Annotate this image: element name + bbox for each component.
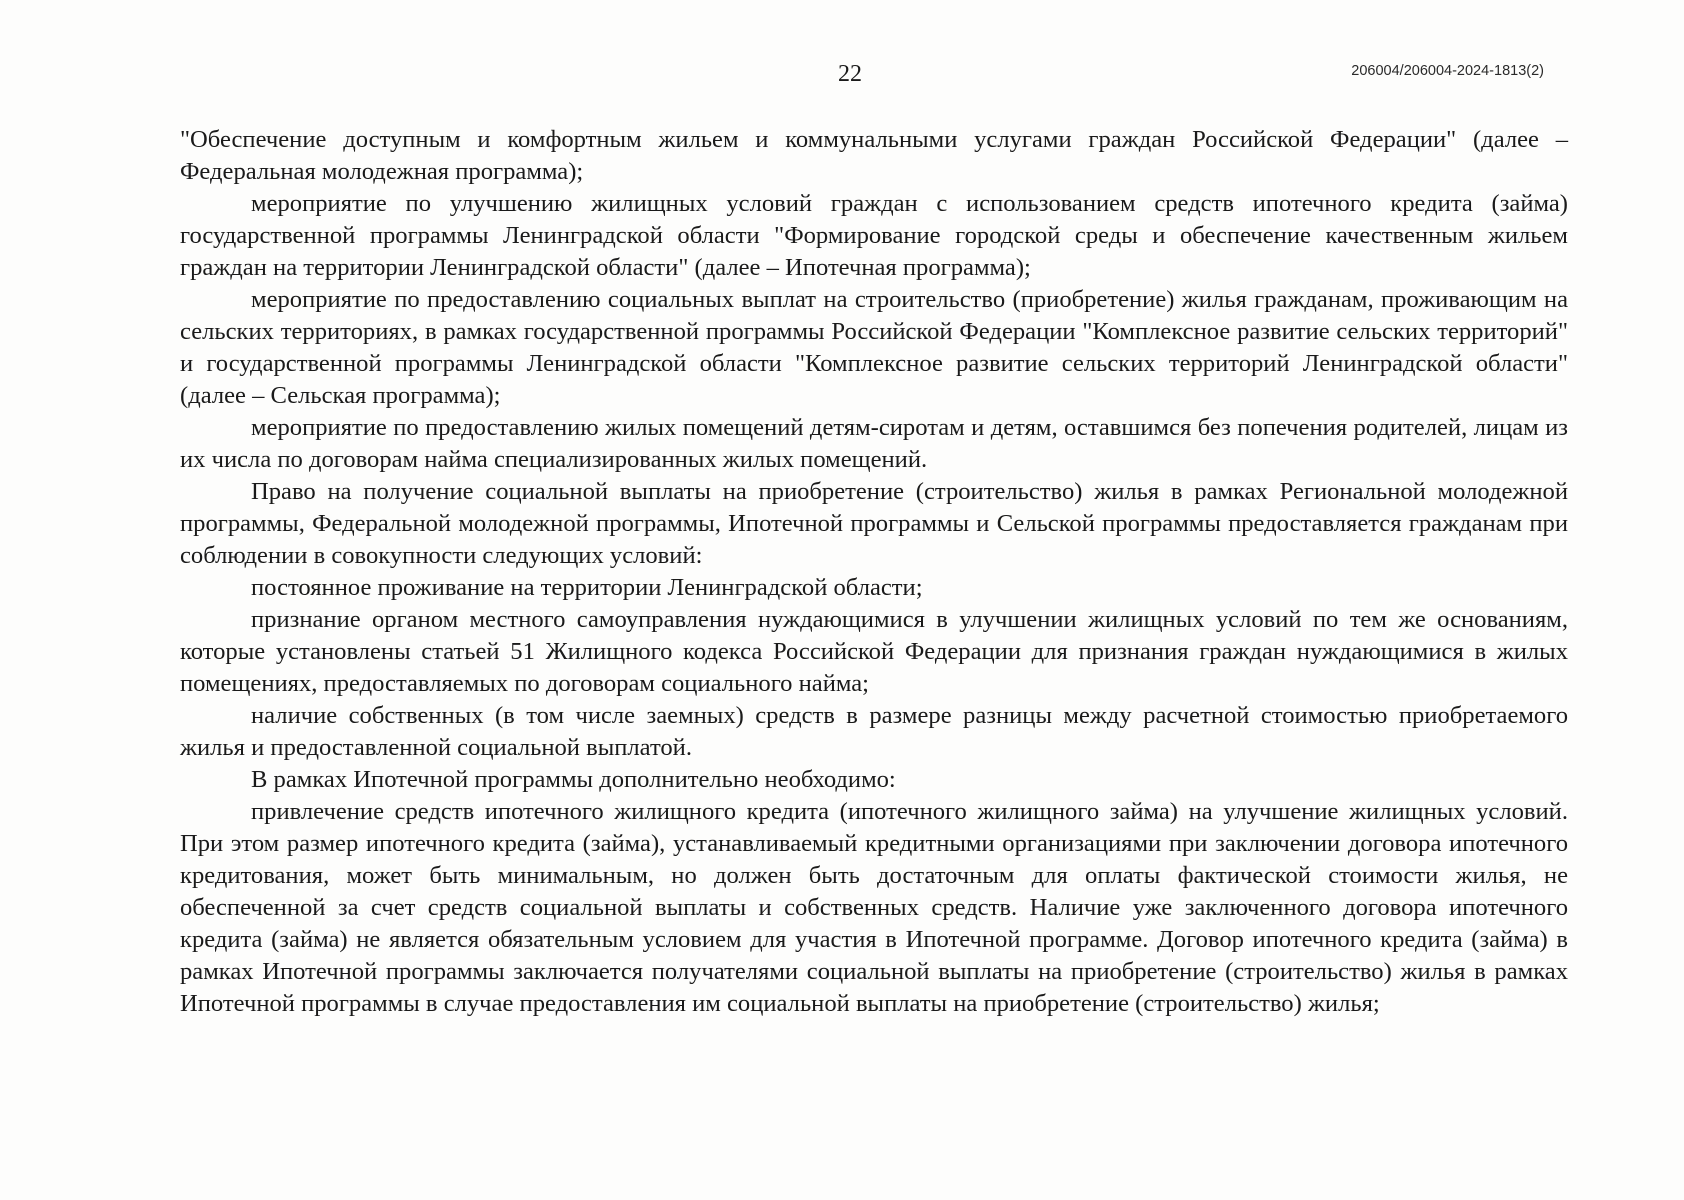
page-number: 22	[838, 61, 862, 87]
paragraph: привлечение средств ипотечного жилищного кредита (ипотечного жилищного займа) на улучшение жилищных условий. При этом размер ипотечного кредита (займа), устанавливаемый кредитными организациями при заключении договора ипотечного кредитования, может быть минимальным, но должен быть достаточным для оплаты фактической стоимости жилья, не обеспеченной за счет средств социальной выплаты и собственных средств. Наличие уже заключенного договора ипотечного кредита (займа) не является обязательным условием для участия в Ипотечной программе. Договор ипотечного кредита (займа) в рамках Ипотечной программы заключается получателями социальной выплаты на приобретение (строительство) жилья в рамках Ипотечной программы в случае предоставления им социальной выплаты на приобретение (строительство) жилья;	[180, 798, 1568, 1017]
paragraph: мероприятие по предоставлению жилых помещений детям-сиротам и детям, оставшимся без попечения родителей, лицам из их числа по договорам найма специализированных жилых помещений.	[180, 414, 1568, 473]
paragraph: признание органом местного самоуправления нуждающимися в улучшении жилищных условий по тем же основаниям, которые установлены статьей 51 Жилищного кодекса Российской Федерации для признания граждан нуждающимися в жилых помещениях, предоставляемых по договорам социального найма;	[180, 606, 1568, 697]
paragraph: Право на получение социальной выплаты на приобретение (строительство) жилья в рамках Региональной молодежной программы, Федеральной молодежной программы, Ипотечной программы и Сельской программы предоставляется гражданам при соблюдении в совокупности следующих условий:	[180, 478, 1568, 569]
paragraph: мероприятие по улучшению жилищных условий граждан с использованием средств ипотечного кредита (займа) государственной программы Ленинградской области "Формирование городской среды и обеспечение качественным жильем граждан на территории Ленинградской области" (далее – Ипотечная программа);	[180, 190, 1568, 281]
document-id: 206004/206004-2024-1813(2)	[1351, 63, 1544, 79]
paragraph: мероприятие по предоставлению социальных выплат на строительство (приобретение) жилья гражданам, проживающим на сельских территориях, в рамках государственной программы Российской Федерации "Комплексное развитие сельских территорий" и государственной программы Ленинградской области "Комплексное развитие сельских территорий Ленинградской области" (далее – Сельская программа);	[180, 286, 1568, 409]
paragraph: наличие собственных (в том числе заемных) средств в размере разницы между расчетной стоимостью приобретаемого жилья и предоставленной социальной выплатой.	[180, 702, 1568, 761]
paragraph: постоянное проживание на территории Ленинградской области;	[251, 574, 923, 601]
paragraph: В рамках Ипотечной программы дополнительно необходимо:	[251, 766, 896, 793]
paragraph: "Обеспечение доступным и комфортным жильем и коммунальными услугами граждан Российской Федерации" (далее – Федеральная молодежная программа);	[180, 126, 1568, 185]
document-body	[180, 124, 1568, 1020]
